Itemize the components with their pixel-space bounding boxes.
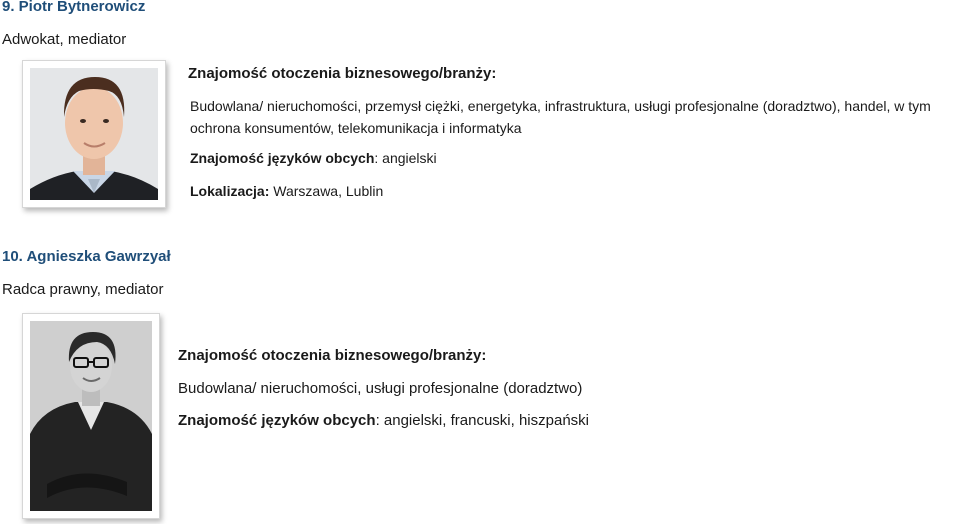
profile-10-heading: 10. Agnieszka Gawrzyał	[2, 248, 171, 265]
profile-10-languages	[178, 410, 589, 432]
profile-10-business-value: Budowlana/ nieruchomości, usługi profesjonalne (doradztwo)	[178, 380, 583, 397]
profile-9-location-value: Warszawa, Lublin	[269, 183, 384, 199]
portrait-man-photo	[23, 61, 165, 207]
profile-10-languages-label: Znajomość języków obcych	[178, 412, 376, 429]
profile-9-heading: 9. Piotr Bytnerowicz	[2, 0, 146, 15]
portrait-woman-photo	[23, 314, 159, 518]
profile-9-role: Adwokat, mediator	[2, 31, 127, 48]
profile-9-languages	[190, 147, 437, 169]
profile-9-location-label: Lokalizacja:	[190, 183, 270, 199]
profile-10-role: Radca prawny, mediator	[2, 281, 164, 298]
profile-9-business-value: Budowlana/ nieruchomości, przemysł ciężki, energetyka, infrastruktura, usługi profesjonalne (doradztwo), handel, w tym ochrona konsumentów, telekomunikacja i informatyka	[190, 98, 931, 136]
profile-9-business-label: Znajomość otoczenia biznesowego/branży:	[188, 65, 497, 82]
profile-10-business-label: Znajomość otoczenia biznesowego/branży:	[178, 347, 487, 364]
profile-9-languages-label: Znajomość języków obcych	[190, 150, 375, 166]
profile-10-languages-value: : angielski, francuski, hiszpański	[375, 412, 589, 429]
profile-9-location	[190, 180, 383, 202]
portrait-woman-photo-frame	[22, 313, 160, 519]
profile-9-languages-value: : angielski	[374, 150, 437, 166]
portrait-man-photo-frame	[22, 60, 166, 208]
